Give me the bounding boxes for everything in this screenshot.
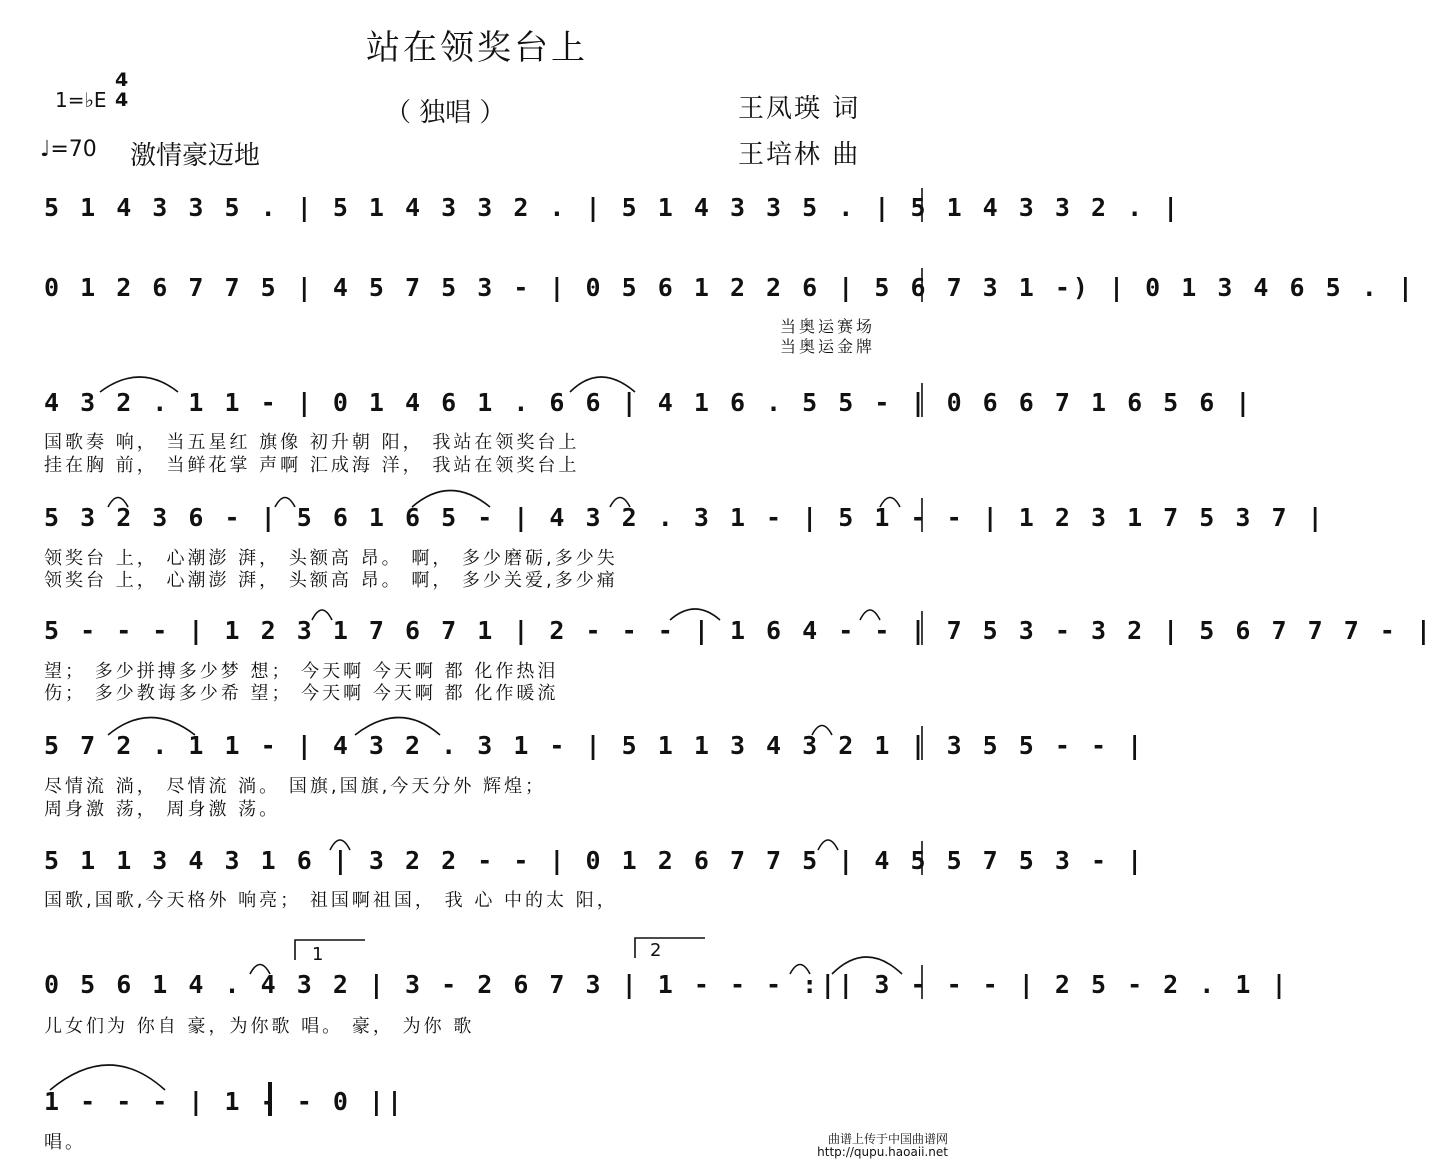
slur <box>880 498 900 508</box>
slur <box>832 957 902 974</box>
slur <box>812 726 832 736</box>
lyric-line: 儿女们为 你自 豪，为你歌 唱。 豪， 为你 歌 <box>44 1016 475 1037</box>
watermark-line1: 曲谱上传于中国曲谱网 <box>827 1132 948 1146</box>
lyric-line: 国歌奏 响， 当五星红 旗像 初升朝 阳， 我站在领奖台上 <box>44 432 580 453</box>
slur <box>570 377 635 392</box>
time-signature-top: 4 <box>115 69 129 91</box>
notation-row: 5 1 1 3 4 3 1 6 | 3 2 2 - - | 0 1 2 6 7 7 5 | 4 5 5 7 5 3 - | <box>44 846 1146 875</box>
notation-row: 0 5 6 1 4 . 4 3 2 | 3 - 2 6 7 3 | 1 - - - :|| 3 - - - | 2 5 - 2 . 1 | <box>44 970 1290 999</box>
slur <box>355 718 440 736</box>
volta-first-bracket <box>295 940 365 960</box>
slur <box>100 377 178 392</box>
slur <box>312 610 332 620</box>
composer-credit: 王培林 曲 <box>738 140 861 170</box>
slur <box>412 491 490 508</box>
notation-row: 1 - - - | 1 - - 0 || <box>44 1087 406 1116</box>
slur <box>108 718 195 736</box>
lyricist-credit: 王凤瑛 词 <box>738 94 861 124</box>
slur <box>250 965 270 975</box>
lyric-line: 伤； 多少教诲多少希 望； 今天啊 今天啊 都 化作暖流 <box>44 683 559 704</box>
notation-row: 5 - - - | 1 2 3 1 7 6 7 1 | 2 - - - | 1 6 4 - - | 7 5 3 - 3 2 | 5 6 7 7 7 - | <box>44 616 1434 645</box>
tempo-mark: ♩=70 <box>40 137 97 162</box>
slur <box>330 840 350 850</box>
lyric-line: 国歌,国歌,今天格外 响亮； 祖国啊祖国， 我 心 中的太 阳， <box>44 890 618 911</box>
lyric-line: 当奥运赛场 <box>780 317 876 336</box>
lyric-line: 望； 多少拼搏多少梦 想； 今天啊 今天啊 都 化作热泪 <box>44 661 559 682</box>
lyric-line: 领奖台 上， 心潮澎 湃， 头额高 昂。 啊， 多少关爱,多少痛 <box>44 570 618 591</box>
notation-row: 5 3 2 3 6 - | 5 6 1 6 5 - | 4 3 2 . 3 1 - | 5 1 - - | 1 2 3 1 7 5 3 7 | <box>44 503 1326 532</box>
key-signature: 1=♭E <box>55 88 107 112</box>
volta-second-bracket <box>635 938 705 958</box>
lyric-line: 尽情流 淌， 尽情流 淌。 国旗,国旗,今天分外 辉煌； <box>44 776 547 797</box>
slur <box>790 965 810 975</box>
time-signature-bottom: 4 <box>115 89 129 111</box>
expression-mark: 激情豪迈地 <box>130 141 261 171</box>
slur <box>818 840 838 850</box>
slur <box>50 1065 165 1090</box>
performance-type: （ 独唱 ） <box>385 98 506 128</box>
lyric-line: 挂在胸 前， 当鲜花掌 声啊 汇成海 洋， 我站在领奖台上 <box>44 455 580 476</box>
volta-first-label: 1 <box>312 944 324 965</box>
slur <box>860 610 880 620</box>
volta-second-label: 2 <box>650 940 662 961</box>
lyric-line: 周身激 荡， 周身激 荡。 <box>44 799 281 820</box>
watermark <box>817 1133 948 1159</box>
lyric-line: 唱。 <box>44 1132 86 1153</box>
notation-row: 5 1 4 3 3 5 . | 5 1 4 3 3 2 . | 5 1 4 3 3 5 . | 5 1 4 3 3 2 . | <box>44 193 1182 222</box>
slur <box>275 498 295 508</box>
slur <box>610 498 630 508</box>
watermark-line2: http://qupu.haoaii.net <box>817 1145 948 1159</box>
slur <box>670 609 720 620</box>
notation-row: 5 7 2 . 1 1 - | 4 3 2 . 3 1 - | 5 1 1 3 4 3 2 1 | 3 5 5 - - | <box>44 731 1146 760</box>
lyric-line: 当奥运金牌 <box>780 337 876 356</box>
lyric-line: 领奖台 上， 心潮澎 湃， 头额高 昂。 啊， 多少磨砺,多少失 <box>44 548 618 569</box>
song-title: 站在领奖台上 <box>366 28 588 68</box>
notation-row: 0 1 2 6 7 7 5 | 4 5 7 5 3 - | 0 5 6 1 2 2 6 | 5 6 7 3 1 -) | 0 1 3 4 6 5 . | <box>44 273 1416 302</box>
notation-row: 4 3 2 . 1 1 - | 0 1 4 6 1 . 6 6 | 4 1 6 . 5 5 - | 0 6 6 7 1 6 5 6 | <box>44 388 1254 417</box>
slur <box>108 498 128 508</box>
